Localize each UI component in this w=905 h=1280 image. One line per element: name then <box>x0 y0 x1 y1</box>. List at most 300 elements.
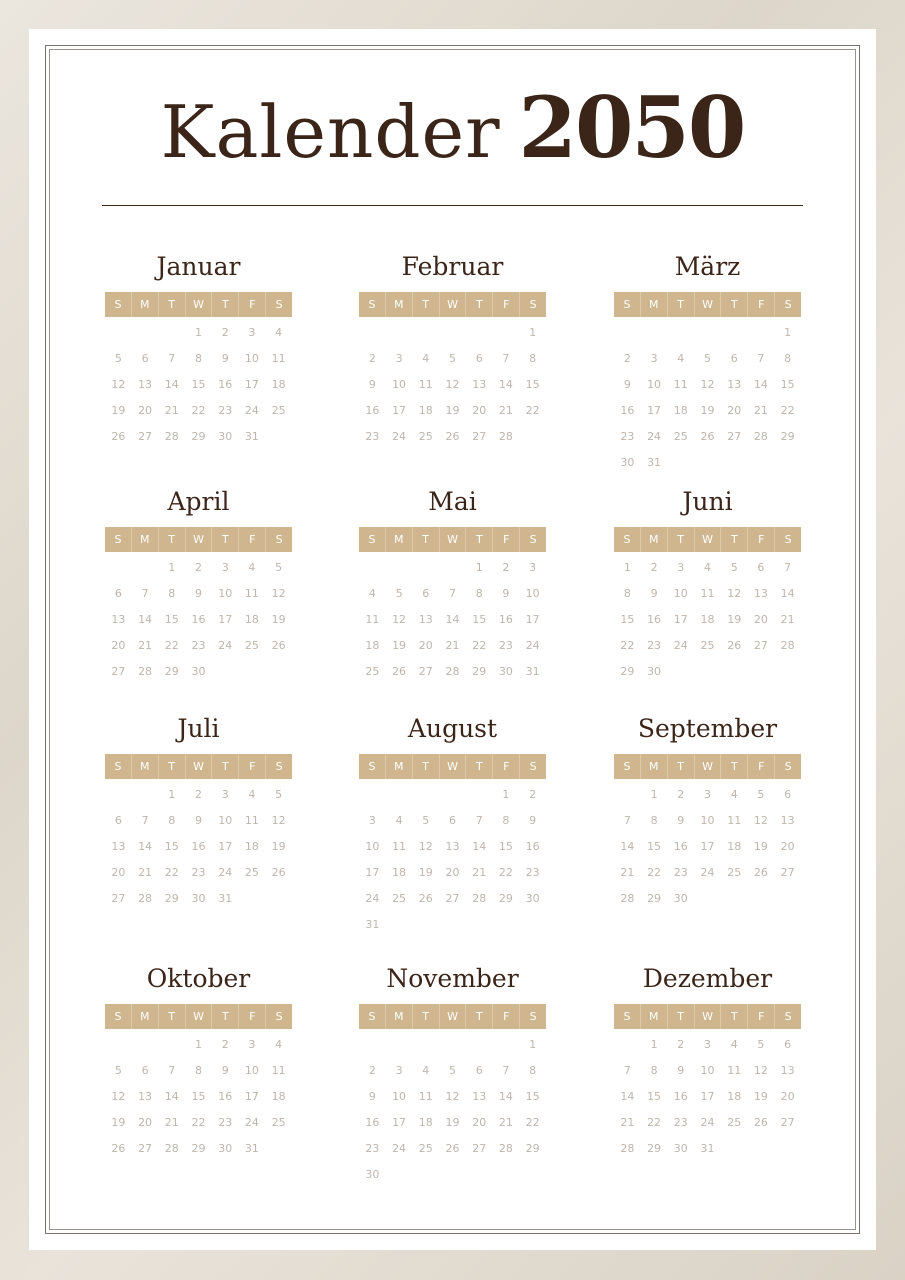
day-cell: 24 <box>700 1116 715 1129</box>
empty-day <box>359 555 386 581</box>
day-cell: 8 <box>784 352 792 365</box>
day-cell: 15 <box>525 1090 540 1103</box>
day-grid <box>105 555 292 685</box>
empty-day <box>439 320 466 346</box>
day-cell: 15 <box>191 1090 206 1103</box>
day-cell: 6 <box>114 587 122 600</box>
day-cell: 4 <box>422 1064 430 1077</box>
day-cell: 17 <box>392 1116 407 1129</box>
empty-day <box>493 1032 520 1058</box>
weekday-label: W <box>695 754 722 779</box>
day-cell: 15 <box>164 613 179 626</box>
day-cell: 17 <box>700 1090 715 1103</box>
day-cell: 16 <box>673 1090 688 1103</box>
day-cell: 10 <box>647 378 662 391</box>
weekday-label: M <box>386 292 413 317</box>
month-name: Juli <box>177 714 220 743</box>
weekday-label: S <box>275 533 283 546</box>
day-cell: 7 <box>168 1064 176 1077</box>
day-cell: 22 <box>191 1116 206 1129</box>
day-cell: 4 <box>422 352 430 365</box>
day-cell: 28 <box>620 892 635 905</box>
weekday-label: F <box>748 1004 775 1029</box>
day-cell: 24 <box>392 430 407 443</box>
day-cell: 31 <box>218 892 233 905</box>
day-cell: 17 <box>365 866 380 879</box>
empty-day <box>359 1032 386 1058</box>
day-cell: 12 <box>753 814 768 827</box>
empty-day <box>412 555 439 581</box>
weekday-label: T <box>668 1004 695 1029</box>
day-cell: 3 <box>703 788 711 801</box>
day-cell: 5 <box>275 561 283 574</box>
weekday-label: T <box>668 754 695 779</box>
day-cell: 21 <box>620 1116 635 1129</box>
empty-day <box>466 1032 493 1058</box>
weekday-label: M <box>641 527 668 552</box>
day-cell: 15 <box>780 378 795 391</box>
day-cell: 31 <box>647 456 662 469</box>
day-cell: 11 <box>418 1090 433 1103</box>
month-name: Dezember <box>642 964 773 993</box>
day-cell: 14 <box>472 840 487 853</box>
title-divider <box>102 205 803 206</box>
weekday-label: S <box>614 754 641 779</box>
empty-day <box>359 782 386 808</box>
day-grid <box>359 1032 546 1188</box>
day-cell: 7 <box>141 587 149 600</box>
day-cell: 28 <box>472 892 487 905</box>
empty-day <box>105 320 132 346</box>
day-cell: 2 <box>194 788 202 801</box>
day-grid <box>105 782 292 912</box>
month-september <box>614 712 801 912</box>
day-cell: 28 <box>620 1142 635 1155</box>
day-cell: 25 <box>727 866 742 879</box>
day-cell: 1 <box>650 788 658 801</box>
day-cell: 24 <box>647 430 662 443</box>
weekday-label: S <box>275 760 283 773</box>
day-cell: 9 <box>368 1090 376 1103</box>
day-cell: 6 <box>141 352 149 365</box>
day-cell: 7 <box>502 1064 510 1077</box>
day-cell: 2 <box>623 352 631 365</box>
day-cell: 24 <box>218 866 233 879</box>
weekday-label: T <box>212 1004 239 1029</box>
month-oktober <box>105 962 292 1162</box>
empty-day <box>386 1032 413 1058</box>
day-cell: 4 <box>730 788 738 801</box>
day-cell: 26 <box>271 866 286 879</box>
empty-day <box>694 320 721 346</box>
weekday-label: T <box>159 527 186 552</box>
day-cell: 29 <box>191 430 206 443</box>
day-cell: 26 <box>418 892 433 905</box>
weekday-label: F <box>493 527 520 552</box>
day-cell: 5 <box>422 814 430 827</box>
day-cell: 7 <box>784 561 792 574</box>
weekday-label: T <box>466 1004 493 1029</box>
weekday-label: M <box>132 754 159 779</box>
day-cell: 27 <box>138 1142 153 1155</box>
day-cell: 13 <box>445 840 460 853</box>
day-cell: 19 <box>111 404 126 417</box>
empty-day <box>493 320 520 346</box>
weekday-header <box>614 292 801 317</box>
day-cell: 22 <box>780 404 795 417</box>
day-cell: 8 <box>194 1064 202 1077</box>
day-cell: 21 <box>164 1116 179 1129</box>
weekday-label: S <box>275 298 283 311</box>
day-cell: 30 <box>218 430 233 443</box>
weekday-label: W <box>440 1004 467 1029</box>
day-cell: 17 <box>218 613 233 626</box>
day-cell: 29 <box>780 430 795 443</box>
day-cell: 15 <box>525 378 540 391</box>
day-cell: 31 <box>365 918 380 931</box>
day-cell: 28 <box>498 1142 513 1155</box>
day-cell: 21 <box>753 404 768 417</box>
day-cell: 27 <box>418 665 433 678</box>
day-cell: 22 <box>498 866 513 879</box>
weekday-label: S <box>784 533 792 546</box>
day-cell: 4 <box>730 1038 738 1051</box>
weekday-label: T <box>466 527 493 552</box>
empty-day <box>105 782 132 808</box>
day-cell: 3 <box>368 814 376 827</box>
day-cell: 26 <box>753 866 768 879</box>
weekday-label: F <box>748 754 775 779</box>
day-cell: 1 <box>529 326 537 339</box>
day-grid <box>359 555 546 685</box>
day-cell: 10 <box>525 587 540 600</box>
day-cell: 21 <box>498 404 513 417</box>
month-name: Januar <box>156 252 241 281</box>
weekday-label: F <box>493 1004 520 1029</box>
day-cell: 5 <box>275 788 283 801</box>
day-grid <box>614 320 801 476</box>
weekday-label: T <box>721 754 748 779</box>
day-cell: 25 <box>673 430 688 443</box>
month-juni <box>614 485 801 685</box>
weekday-label: T <box>159 1004 186 1029</box>
day-cell: 14 <box>780 587 795 600</box>
day-cell: 21 <box>138 866 153 879</box>
day-cell: 20 <box>111 866 126 879</box>
day-cell: 24 <box>244 404 259 417</box>
day-cell: 2 <box>502 561 510 574</box>
day-cell: 29 <box>647 892 662 905</box>
day-cell: 8 <box>650 1064 658 1077</box>
empty-day <box>386 320 413 346</box>
weekday-label: T <box>721 1004 748 1029</box>
day-cell: 19 <box>753 840 768 853</box>
weekday-label: S <box>784 298 792 311</box>
day-cell: 18 <box>244 840 259 853</box>
weekday-label: W <box>440 292 467 317</box>
month-dezember <box>614 962 801 1162</box>
weekday-label: T <box>721 292 748 317</box>
month-januar <box>105 250 292 450</box>
day-cell: 6 <box>448 814 456 827</box>
weekday-label: M <box>132 292 159 317</box>
day-cell: 9 <box>677 1064 685 1077</box>
day-grid <box>105 320 292 450</box>
day-cell: 29 <box>164 665 179 678</box>
month-name: Mai <box>428 487 477 516</box>
day-cell: 4 <box>248 561 256 574</box>
day-cell: 19 <box>700 404 715 417</box>
day-cell: 16 <box>191 613 206 626</box>
day-cell: 18 <box>392 866 407 879</box>
day-cell: 27 <box>138 430 153 443</box>
day-cell: 30 <box>673 892 688 905</box>
day-cell: 12 <box>392 613 407 626</box>
day-cell: 10 <box>218 587 233 600</box>
day-cell: 17 <box>218 840 233 853</box>
day-cell: 25 <box>418 1142 433 1155</box>
day-cell: 8 <box>650 814 658 827</box>
day-cell: 6 <box>784 788 792 801</box>
day-cell: 5 <box>730 561 738 574</box>
day-cell: 26 <box>111 430 126 443</box>
day-cell: 3 <box>221 788 229 801</box>
weekday-header <box>105 754 292 779</box>
day-cell: 23 <box>365 430 380 443</box>
day-cell: 23 <box>620 430 635 443</box>
day-cell: 15 <box>647 840 662 853</box>
empty-day <box>466 782 493 808</box>
day-cell: 27 <box>111 665 126 678</box>
day-cell: 20 <box>111 639 126 652</box>
day-cell: 14 <box>445 613 460 626</box>
weekday-label: F <box>493 292 520 317</box>
weekday-label: S <box>105 292 132 317</box>
empty-day <box>614 782 641 808</box>
day-cell: 6 <box>422 587 430 600</box>
day-cell: 14 <box>620 840 635 853</box>
day-cell: 26 <box>445 430 460 443</box>
day-cell: 8 <box>529 1064 537 1077</box>
day-cell: 30 <box>525 892 540 905</box>
day-cell: 18 <box>418 1116 433 1129</box>
weekday-label: F <box>239 754 266 779</box>
day-cell: 1 <box>168 561 176 574</box>
day-cell: 23 <box>218 1116 233 1129</box>
day-cell: 11 <box>727 1064 742 1077</box>
day-cell: 4 <box>368 587 376 600</box>
day-cell: 27 <box>753 639 768 652</box>
weekday-label: S <box>359 292 386 317</box>
empty-day <box>748 320 775 346</box>
empty-day <box>614 1032 641 1058</box>
weekday-label: F <box>748 292 775 317</box>
day-cell: 7 <box>475 814 483 827</box>
day-cell: 13 <box>753 587 768 600</box>
title-year: 2050 <box>518 78 745 177</box>
day-cell: 1 <box>623 561 631 574</box>
weekday-label: M <box>386 527 413 552</box>
day-cell: 28 <box>138 892 153 905</box>
weekday-header <box>359 292 546 317</box>
month-name: November <box>386 964 519 993</box>
empty-day <box>412 1032 439 1058</box>
day-cell: 9 <box>650 587 658 600</box>
day-cell: 18 <box>418 404 433 417</box>
day-cell: 4 <box>677 352 685 365</box>
day-cell: 5 <box>757 1038 765 1051</box>
day-cell: 25 <box>271 1116 286 1129</box>
day-cell: 3 <box>395 1064 403 1077</box>
weekday-label: S <box>529 1010 537 1023</box>
empty-day <box>386 782 413 808</box>
day-cell: 12 <box>111 378 126 391</box>
month-februar <box>359 250 546 450</box>
day-cell: 15 <box>164 840 179 853</box>
weekday-label: M <box>132 527 159 552</box>
day-cell: 5 <box>395 587 403 600</box>
day-grid <box>359 782 546 938</box>
day-cell: 12 <box>418 840 433 853</box>
weekday-label: W <box>186 1004 213 1029</box>
day-cell: 29 <box>498 892 513 905</box>
day-cell: 11 <box>244 587 259 600</box>
day-cell: 17 <box>525 613 540 626</box>
day-cell: 18 <box>727 1090 742 1103</box>
day-cell: 1 <box>475 561 483 574</box>
day-cell: 25 <box>244 639 259 652</box>
day-cell: 6 <box>475 352 483 365</box>
day-cell: 24 <box>700 866 715 879</box>
weekday-label: S <box>105 754 132 779</box>
month-name: September <box>637 714 778 743</box>
weekday-header <box>359 1004 546 1029</box>
day-cell: 8 <box>194 352 202 365</box>
weekday-label: S <box>275 1010 283 1023</box>
day-cell: 15 <box>647 1090 662 1103</box>
day-grid <box>614 782 801 912</box>
empty-day <box>439 782 466 808</box>
weekday-label: T <box>212 527 239 552</box>
day-cell: 21 <box>472 866 487 879</box>
day-cell: 20 <box>418 639 433 652</box>
day-cell: 10 <box>365 840 380 853</box>
day-cell: 12 <box>271 814 286 827</box>
month-name: April <box>167 487 230 516</box>
day-cell: 13 <box>111 840 126 853</box>
day-cell: 22 <box>647 1116 662 1129</box>
day-cell: 15 <box>498 840 513 853</box>
day-cell: 1 <box>194 1038 202 1051</box>
day-cell: 28 <box>138 665 153 678</box>
day-cell: 23 <box>525 866 540 879</box>
month-mai <box>359 485 546 685</box>
day-cell: 7 <box>623 1064 631 1077</box>
weekday-label: F <box>748 527 775 552</box>
empty-day <box>105 1032 132 1058</box>
day-cell: 11 <box>418 378 433 391</box>
day-cell: 28 <box>780 639 795 652</box>
day-cell: 24 <box>218 639 233 652</box>
weekday-label: S <box>529 760 537 773</box>
weekday-label: F <box>493 754 520 779</box>
day-cell: 29 <box>191 1142 206 1155</box>
empty-day <box>105 555 132 581</box>
day-cell: 16 <box>673 840 688 853</box>
day-cell: 9 <box>368 378 376 391</box>
day-cell: 21 <box>138 639 153 652</box>
day-cell: 13 <box>780 814 795 827</box>
day-cell: 20 <box>472 404 487 417</box>
day-cell: 2 <box>650 561 658 574</box>
day-cell: 7 <box>623 814 631 827</box>
day-cell: 9 <box>221 1064 229 1077</box>
weekday-label: S <box>359 1004 386 1029</box>
empty-day <box>158 1032 185 1058</box>
day-cell: 26 <box>111 1142 126 1155</box>
day-cell: 17 <box>244 1090 259 1103</box>
weekday-label: T <box>413 292 440 317</box>
day-cell: 9 <box>623 378 631 391</box>
day-cell: 11 <box>700 587 715 600</box>
empty-day <box>132 555 159 581</box>
day-cell: 17 <box>244 378 259 391</box>
day-cell: 1 <box>168 788 176 801</box>
weekday-label: T <box>212 292 239 317</box>
weekday-label: M <box>386 1004 413 1029</box>
day-cell: 27 <box>111 892 126 905</box>
weekday-label: T <box>668 527 695 552</box>
day-cell: 2 <box>221 1038 229 1051</box>
day-cell: 30 <box>191 665 206 678</box>
day-cell: 18 <box>271 1090 286 1103</box>
day-cell: 20 <box>138 1116 153 1129</box>
day-cell: 23 <box>498 639 513 652</box>
day-cell: 26 <box>271 639 286 652</box>
day-cell: 29 <box>647 1142 662 1155</box>
day-cell: 10 <box>673 587 688 600</box>
day-cell: 29 <box>525 1142 540 1155</box>
day-cell: 30 <box>365 1168 380 1181</box>
day-cell: 19 <box>418 866 433 879</box>
day-cell: 27 <box>472 430 487 443</box>
day-cell: 4 <box>703 561 711 574</box>
day-cell: 16 <box>191 840 206 853</box>
day-cell: 10 <box>244 352 259 365</box>
day-cell: 21 <box>780 613 795 626</box>
day-cell: 17 <box>700 840 715 853</box>
day-cell: 23 <box>191 866 206 879</box>
day-cell: 19 <box>111 1116 126 1129</box>
weekday-label: W <box>186 292 213 317</box>
day-cell: 2 <box>677 1038 685 1051</box>
day-cell: 5 <box>114 352 122 365</box>
day-cell: 31 <box>244 430 259 443</box>
weekday-label: T <box>159 292 186 317</box>
page-title <box>0 78 905 177</box>
day-cell: 18 <box>365 639 380 652</box>
day-cell: 5 <box>448 1064 456 1077</box>
day-cell: 2 <box>221 326 229 339</box>
day-cell: 8 <box>623 587 631 600</box>
day-cell: 19 <box>753 1090 768 1103</box>
day-cell: 24 <box>525 639 540 652</box>
day-cell: 12 <box>111 1090 126 1103</box>
day-cell: 8 <box>168 587 176 600</box>
day-cell: 24 <box>244 1116 259 1129</box>
empty-day <box>132 782 159 808</box>
day-cell: 9 <box>529 814 537 827</box>
